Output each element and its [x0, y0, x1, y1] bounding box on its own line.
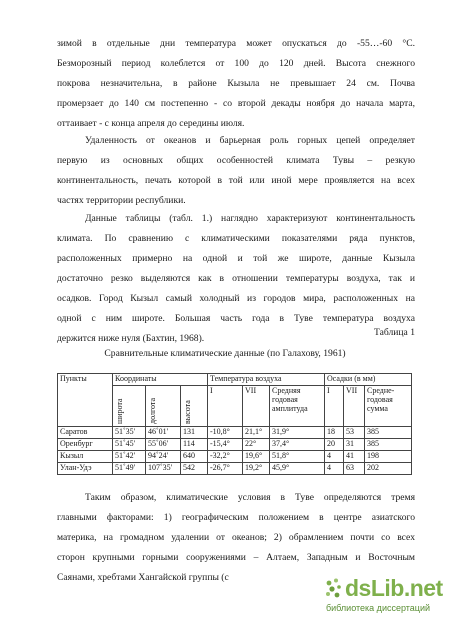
- table-label: Таблица 1: [373, 327, 415, 338]
- watermark-logo: dsLib.net: [345, 575, 443, 601]
- cell: 20: [325, 439, 344, 451]
- cell: 21,1°: [243, 427, 270, 439]
- cell: -10,8°: [208, 427, 243, 439]
- cell: 640: [181, 451, 208, 463]
- text-line: промерзает до 140 см постепенно - со второй декады ноября до начала марта,: [57, 98, 415, 109]
- table-row: [58, 439, 412, 451]
- header-height: высота: [183, 400, 192, 424]
- text-line: первую из основных общих особенностей климата Тувы – резкую: [57, 155, 415, 166]
- text-line: сторон крупными горными сооружениями – Алтаем, Западным и Восточным: [57, 552, 415, 563]
- cell: 63: [344, 463, 365, 475]
- cell: 114: [181, 439, 208, 451]
- text-line: зимой в отдельные дни температура может опускаться до -55…-60 °С.: [57, 38, 415, 49]
- text-line: главными факторами: 1) географическим положением в центре азиатского: [57, 512, 415, 523]
- cell: Оренбург: [58, 439, 113, 451]
- text-line: частях территории республики.: [57, 195, 186, 206]
- cell: 55˚06': [146, 439, 181, 451]
- text-line: континентальность, печать которой в той или иной мере проявляется на всех: [57, 175, 415, 186]
- cell: 51˚45': [113, 439, 146, 451]
- cell: 37,4°: [270, 439, 325, 451]
- text-line: держится ниже нуля (Бахтин, 1968).: [57, 333, 205, 344]
- text-line: расположенных примерно на одной и той же широте, данные Кызыла: [57, 253, 415, 264]
- cell: 51˚49': [113, 463, 146, 475]
- cell: 41: [344, 451, 365, 463]
- cell: 46˚01': [146, 427, 181, 439]
- cell: 18: [325, 427, 344, 439]
- header-lon: долгота: [148, 397, 157, 424]
- header-temp: Температура воздуха: [208, 374, 325, 386]
- cell: 198: [365, 451, 412, 463]
- text-line: Саянами, хребтами Хангайской группы (с: [57, 572, 229, 583]
- table-row: [58, 451, 412, 463]
- cell: 51˚42': [113, 451, 146, 463]
- cell: 4: [325, 463, 344, 475]
- table-header-row: [58, 374, 412, 386]
- table-title: Сравнительные климатические данные (по Галахову, 1961): [104, 348, 346, 359]
- cell: -15,4°: [208, 439, 243, 451]
- header-lat: широта: [115, 398, 124, 424]
- text-line: достаточно резко выделяются как в отношении температуры воздуха, так и: [57, 273, 415, 284]
- paragraph-1: [57, 34, 415, 134]
- header-precip: Осадки (в мм): [325, 374, 412, 386]
- cell: 31,9°: [270, 427, 325, 439]
- cell: 4: [325, 451, 344, 463]
- cell: Саратов: [58, 427, 113, 439]
- text-line: Удаленность от океанов и барьерная роль горных цепей определяет: [85, 135, 415, 146]
- cell: -32,2°: [208, 451, 243, 463]
- text-line: климата. По сравнению с климатическими показателями ряда пунктов,: [57, 233, 415, 244]
- cell: 45,9°: [270, 463, 325, 475]
- cell: 202: [365, 463, 412, 475]
- cell: 542: [181, 463, 208, 475]
- cell: 22°: [243, 439, 270, 451]
- header-points: Пункты: [58, 374, 113, 427]
- text-line: осадков. Город Кызыл самый холодный из городов мира, расположенных на: [57, 293, 415, 304]
- watermark: [320, 572, 443, 617]
- header-p-avg: Средне-годовая сумма: [365, 386, 412, 427]
- header-t-amp: Средняя годовая амплитуда: [270, 386, 325, 427]
- header-p-i: I: [325, 386, 344, 427]
- cell: 94˚24': [146, 451, 181, 463]
- cell: Улан-Удэ: [58, 463, 113, 475]
- header-t-i: I: [208, 386, 243, 427]
- text-line: Таким образом, климатические условия в Туве определяются тремя: [85, 492, 415, 503]
- cell: 131: [181, 427, 208, 439]
- text-line: одной с ним широте. Большая часть года в Туве температура воздуха: [57, 313, 415, 324]
- text-line: Безморозный период колеблется от 100 до 120 дней. Высота снежного: [57, 58, 415, 69]
- cell: 51,8°: [270, 451, 325, 463]
- dslib-logo-icon: [324, 577, 344, 601]
- paragraph-2: [57, 131, 415, 211]
- cell: 31: [344, 439, 365, 451]
- header-t-vii: VII: [243, 386, 270, 427]
- table-row: [58, 427, 412, 439]
- cell: 385: [365, 427, 412, 439]
- cell: 53: [344, 427, 365, 439]
- header-p-vii: VII: [344, 386, 365, 427]
- text-line: покрова незначительна, в районе Кызыла не превышает 24 см. Почва: [57, 78, 415, 89]
- text-line: оттаивает - с конца апреля до середины июля.: [57, 118, 245, 129]
- cell: 19,2°: [243, 463, 270, 475]
- cell: 107˚35': [146, 463, 181, 475]
- watermark-subtitle: библиотека диссертаций: [326, 603, 431, 613]
- cell: Кызыл: [58, 451, 113, 463]
- table-row: [58, 463, 412, 475]
- cell: 19,6°: [243, 451, 270, 463]
- text-line: Данные таблицы (табл. 1.) наглядно характеризуют континентальность: [85, 213, 415, 224]
- header-coords: Координаты: [113, 374, 208, 386]
- text-line: материка, на громадном удалении от океанов; 2) обрамлением почти со всех: [57, 532, 415, 543]
- cell: 51˚35': [113, 427, 146, 439]
- climate-table: [57, 373, 412, 475]
- cell: 385: [365, 439, 412, 451]
- cell: -26,7°: [208, 463, 243, 475]
